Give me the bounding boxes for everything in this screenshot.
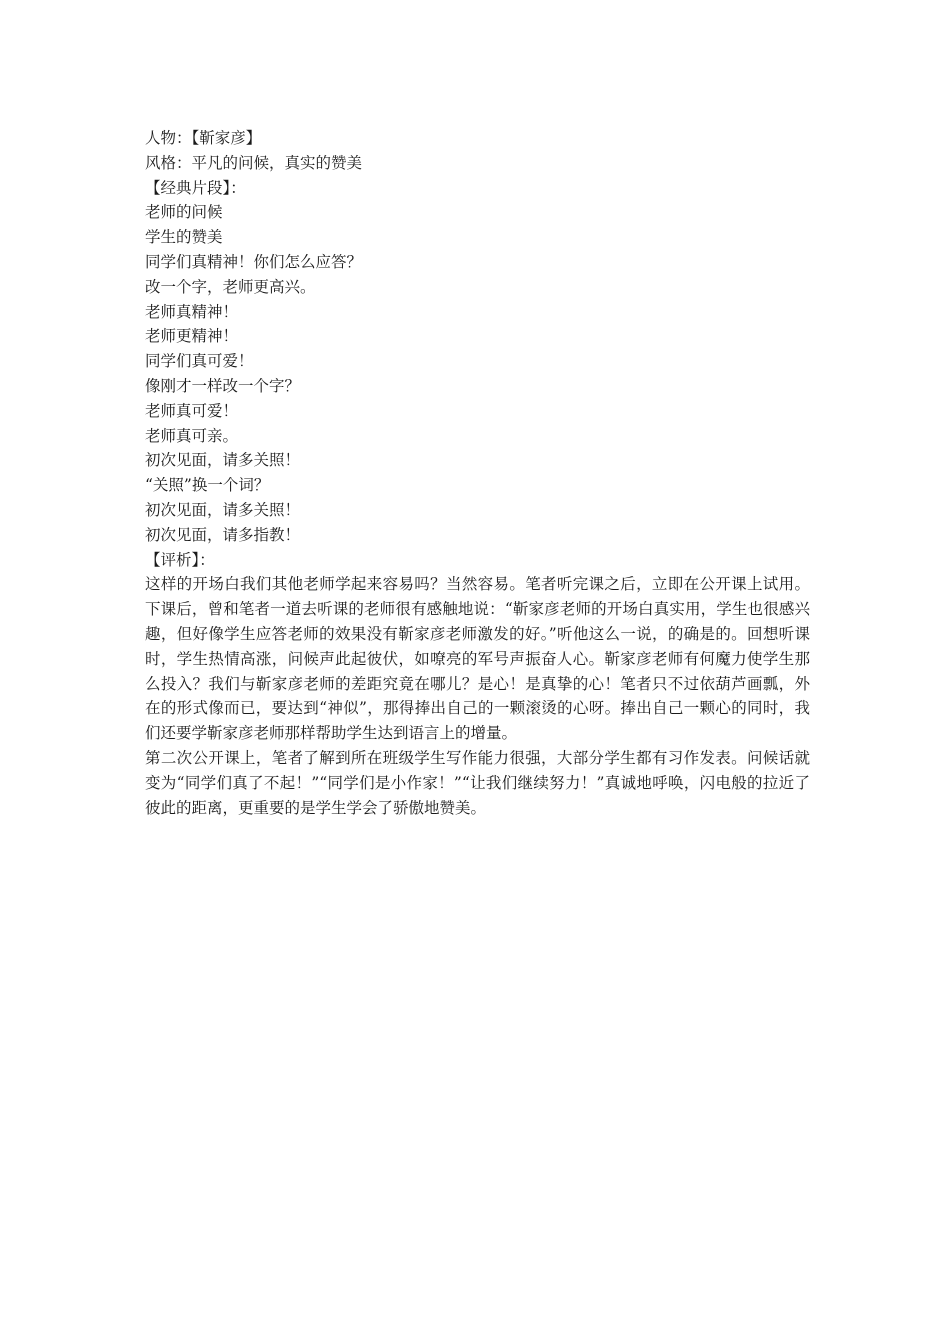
analysis-paragraph: 这样的开场白我们其他老师学起来容易吗？当然容易。笔者听完课之后，立即在公开课上试用。下课后，曾和笔者一道去听课的老师很有感触地说：“靳家彦老师的开场白真实用，学生也很感兴趣，但好像学生应答老师的效果没有靳家彦老师激发的好。”听他这么一说，的确是的。回想听课时，学生热情高涨，问候声此起彼伏，如嘹亮的军号声振奋人心。靳家彦老师有何魔力使学生那么投入？我们与靳家彦老师的差距究竟在哪儿？是心！是真挚的心！笔者只不过依葫芦画瓢，外在的形式像而已，要达到“神似”，那得捧出自己的一颗滚烫的心呀。捧出自己一颗心的同时，我们还要学靳家彦老师那样帮助学生达到语言上的增量。 — [145, 575, 810, 743]
excerpt-line: 老师真精神！ — [145, 302, 239, 321]
excerpt-line: 老师的问候 — [145, 203, 223, 222]
excerpt-line: 老师更精神！ — [145, 327, 239, 346]
excerpt-line: “关照”换一个词？ — [145, 476, 270, 495]
person-line: 人物：【靳家彦】 — [145, 129, 262, 147]
classic-section-heading: 【经典片段】： — [145, 178, 246, 197]
excerpt-line: 初次见面，请多关照！ — [145, 500, 301, 519]
excerpt-line: 同学们真可爱！ — [145, 352, 254, 371]
excerpt-line: 同学们真精神！你们怎么应答？ — [145, 252, 363, 271]
excerpt-line: 像刚才一样改一个字？ — [145, 376, 301, 395]
excerpt-line: 初次见面，请多指教！ — [145, 525, 301, 544]
excerpt-line: 老师真可亲。 — [145, 426, 239, 445]
excerpt-line: 改一个字，老师更高兴。 — [145, 277, 316, 296]
analysis-heading: 【评析】： — [145, 550, 215, 569]
excerpt-line: 学生的赞美 — [145, 228, 223, 247]
document-body — [145, 126, 810, 820]
style-line: 风格：平凡的问候，真实的赞美 — [145, 153, 363, 172]
excerpt-line: 老师真可爱！ — [145, 401, 239, 420]
excerpt-line: 初次见面，请多关照！ — [145, 451, 301, 470]
analysis-paragraph: 第二次公开课上，笔者了解到所在班级学生写作能力很强，大部分学生都有习作发表。问候话就变为“同学们真了不起！”“同学们是小作家！”“让我们继续努力！”真诚地呼唤，闪电般的拉近了彼此的距离，更重要的是学生学会了骄傲地赞美。 — [145, 748, 810, 817]
